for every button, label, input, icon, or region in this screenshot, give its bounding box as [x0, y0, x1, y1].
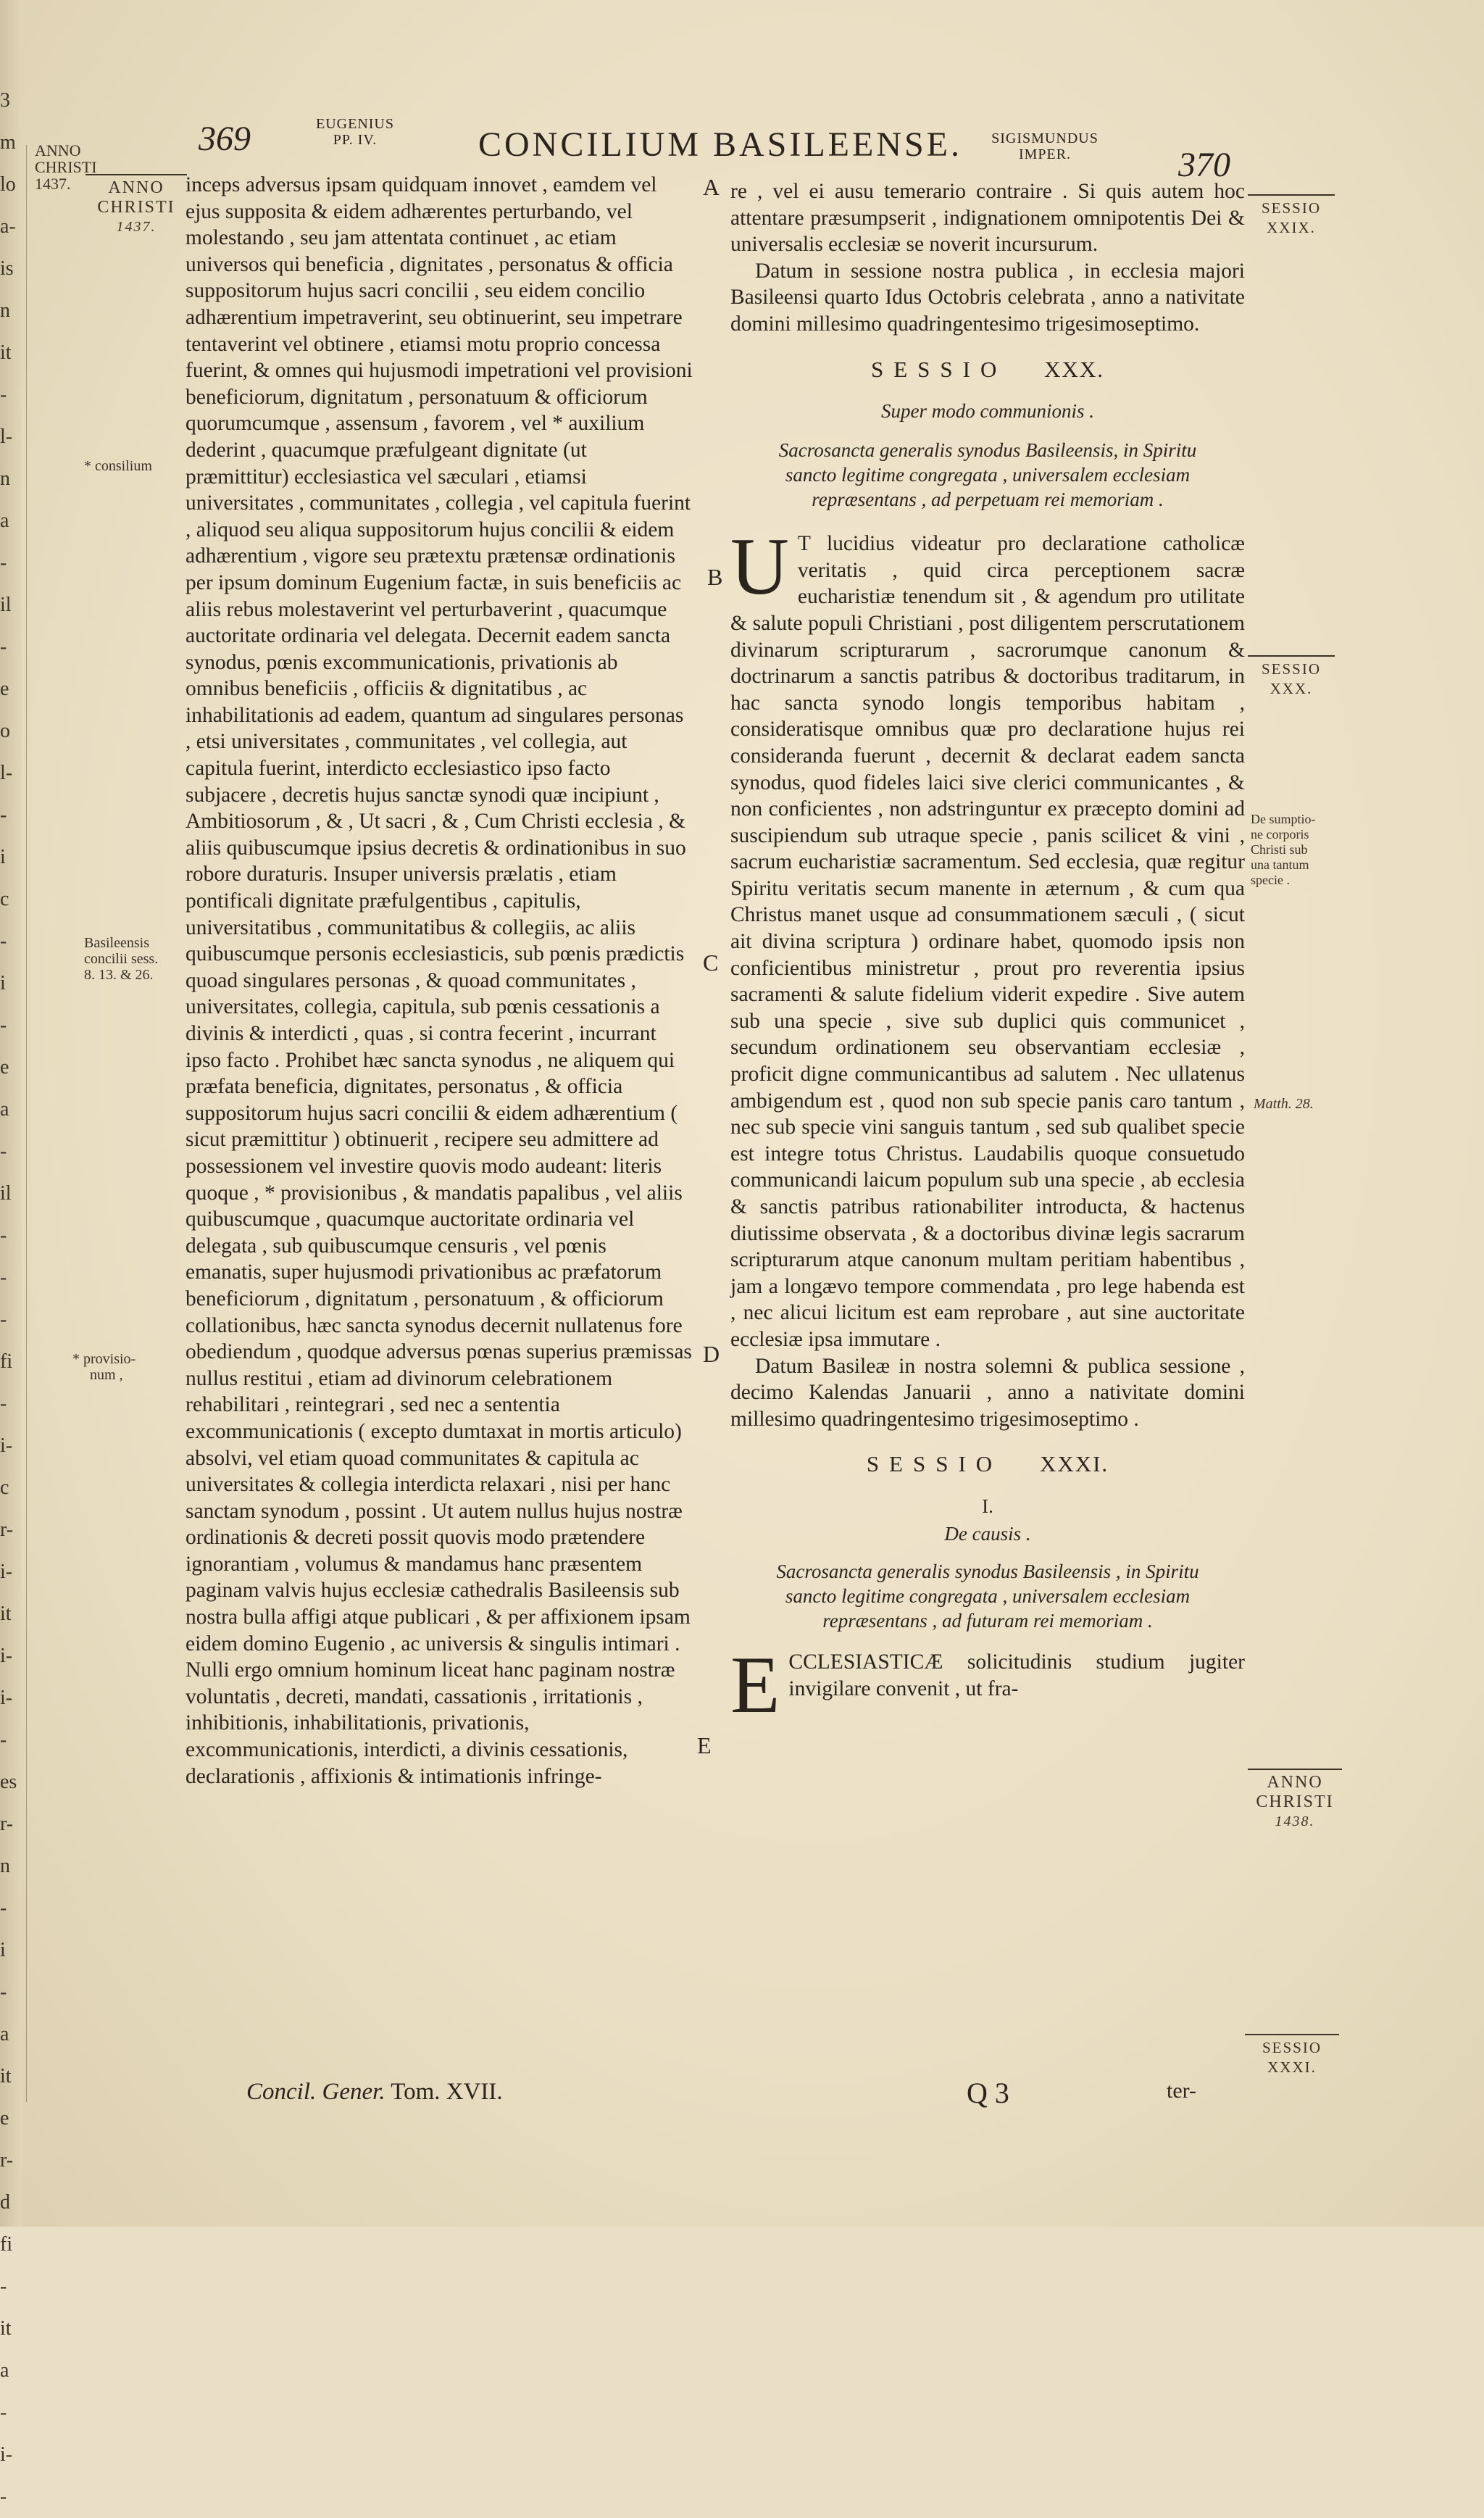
edge-fragment: a- [0, 215, 16, 238]
left-column-text: inceps adversus ipsam quidquam innovet , eamdem vel ejus supposita & eidem adhærentes perturbando, vel molestando , seu jam attentata continuet , ac etiam universos qui beneficia , dignitates , personatus & officia suppositorum hujus sacri concilii , seu eidem concilio adhærentium impetraverint, seu obtinuerint, seu impetrare tentaverint vel obtinere , etiamsi motu proprio concessa fuerint, & omnes qui hujusmodi impetrationi vel provisioni beneficiorum, dignitatum , personatuum & officiorum quorumcumque , assensum , favorem , vel * auxilium dederint , quacumque præfulgeant dignitate (ut præmittitur) ecclesiastica vel sæculari , etiamsi universitates , communitates , collegia , vel capitula fuerint , aliquod seu aliqua suppositorum hujus concilii & eidem adhærentium , vigore seu prætextu prætensæ ordinationis per ipsum dominum Eugenium factæ, in suis beneficiis ac aliis rebus molestaverint vel perturbaverint , quacumque auctoritate ordinaria vel delegata. Decernit eadem sancta synodus, pœnis excommunicationis, privationis ab omnibus beneficiis , officiis & dignitatibus , ac inhabilitationis ad eadem, quantum ad singulares personas , etsi universitates , communitates , vel collegia, aut capitula fuerint, interdicto ecclesiastico ipso facto subjacere , decretis hujus sanctæ synodi quæ incipiunt , Ambitiosorum , & , Ut sacri , & , Cum Christi ecclesia , & aliis quibuscumque ipsius decretis & ordinationibus in suo robore duraturis. Insuper universis prælatis , etiam pontificali dignitate præfulgentibus , capitulis, universitatibus , communitatibus & collegiis, ac aliis quibuscumque personis ecclesiasticis, sub pœnis prædictis quoad singulares personas , & quoad communitates , universitates, collegia, capitula, sub pœnis cessationis a divinis & interdicti , quas , si contra fecerint , incurrant ipso facto . Prohibet hæc sancta synodus , ne aliquem qui præfata beneficia, dignitates, personatus , & officia suppositorum hujus sacri concilii & eidem adhærentium ( sicut præmittitur ) obtinuerit , recipere seu admittere ad possessionem vel investire quovis modo audeant: literis quoque , * provisionibus , & mandatis papalibus , vel aliis quibuscumque , quacumque auctoritate ordinaria vel delegata , sub quibuscumque censuris , vel pœnis emanatis, super hujusmodi privationibus ac præfatorum beneficiorum , dignitatum , personatuum , & officiorum collationibus, hæc sancta synodus decernit nullatenus fore obediendum , quodque adversus pœnas superius præmissas nullus restitui , etiam ad divinorum celebrationem rehabilitari , reintegrari , sed nec a sententia excommunicationis ( excepto dumtaxat in mortis articulo) absolvi, vel etiam quoad communitates & capitula ac universitates & collegia interdicta relaxari , nisi per hanc sanctam synodum , possint . Ut autem nullus hujus nostræ ordinationis & decreti possit quovis modo prætendere ignorantiam , volumus & mandamus hanc præsentem paginam valvis hujus ecclesiæ cathedralis Basileensis sub nostra bulla affigi atque publicari , & per affixionem ipsam eidem domino Eugenio , ac universis & singulis intimari . Nulli ergo omnium hominum liceat hanc paginam nostræ voluntatis , decreti, mandati, cassationis , irritationis , inhibitionis, inhabilitationis, privationis, excommunicationis, interdicti, a divinis cessationis, declarationis , affixionis & intimationis infringe- [186, 173, 693, 1788]
session-30-title: Super modo communionis . [881, 400, 1094, 423]
edge-fragment: i [0, 972, 6, 994]
edge-fragment: i [0, 846, 6, 868]
edge-fragment: - [0, 1266, 7, 1289]
edge-fragment: lo [0, 173, 16, 196]
edge-fragment: it [0, 1603, 12, 1625]
margin-session-31: SESSIO XXXI. [1245, 2034, 1339, 2077]
edge-fragment: - [0, 2275, 7, 2298]
header-pope: EUGENIUS PP. IV. [316, 116, 394, 148]
edge-fragment: d [0, 2191, 10, 2214]
anno-christi-note: ANNO CHRISTI 1437. [86, 174, 187, 237]
edge-fragment: - [0, 552, 7, 574]
edge-fragment: i- [0, 1561, 13, 1583]
edge-fragment: i- [0, 1687, 13, 1709]
header-emperor: SIGISMUNDUS IMPER. [991, 130, 1099, 162]
edge-fragment: fi [0, 1350, 13, 1373]
edge-fragment: c [0, 888, 9, 910]
edge-fragment: fi [0, 2233, 13, 2256]
catchword: ter- [1167, 2079, 1197, 2103]
column-letter-a: A [703, 174, 720, 200]
edge-fragment: i- [0, 1434, 13, 1457]
edge-fragment: o [0, 720, 10, 742]
margin-note-basileensis: Basileensis concilii sess. 8. 13. & 26. [84, 935, 159, 983]
column-letter-b: B [707, 564, 723, 590]
edge-fragment: n [0, 299, 10, 322]
edge-fragment: - [0, 383, 7, 406]
footer-volume: Concil. Gener. Tom. XVII. [246, 2079, 503, 2105]
edge-fragment: - [0, 1897, 7, 1919]
edge-fragment: - [0, 636, 7, 658]
session-31-heading: SESSIO XXXI. [866, 1451, 1109, 1477]
edge-fragment: i [0, 1939, 6, 1961]
edge-fragment: it [0, 2065, 12, 2087]
edge-fragment: a [0, 2023, 9, 2045]
edge-fragment: e [0, 2107, 9, 2130]
edge-fragment: m [0, 131, 16, 154]
edge-fragment: l- [0, 762, 13, 784]
column-letter-e: E [697, 1732, 712, 1758]
margin-note-consilium: * consilium [84, 458, 152, 474]
edge-fragment: c [0, 1476, 9, 1499]
edge-fragment: r- [0, 1518, 14, 1541]
edge-fragment: a [0, 2359, 9, 2382]
edge-fragment: i- [0, 1645, 13, 1667]
column-letter-c: C [703, 950, 719, 976]
edge-fragment: - [0, 1392, 7, 1415]
session-30-intro: Sacrosancta generalis synodus Basileensis, in Spiritu sancto legitime congregata , universalem ecclesiam repræsentans , ad perpetuam rei memoriam . [778, 439, 1197, 511]
edge-anno-fragment: ANNO CHRISTI 1437. [35, 141, 97, 194]
edge-fragment: it [0, 341, 12, 364]
edge-fragment: is [0, 257, 14, 280]
dropcap-e: E [730, 1640, 780, 1730]
margin-session-30: SESSIO XXX. [1248, 655, 1335, 699]
edge-fragment: - [0, 1981, 7, 2003]
signature-mark: Q 3 [967, 2077, 1009, 2109]
edge-fragment: n [0, 468, 10, 490]
edge-fragment: - [0, 1140, 7, 1163]
edge-fragment: n [0, 1855, 10, 1877]
edge-fragment: l- [0, 425, 13, 448]
edge-fragment: - [0, 2401, 7, 2424]
running-title: CONCILIUM BASILEENSE. [478, 125, 962, 164]
edge-fragment: - [0, 930, 7, 952]
right-column [730, 178, 1245, 1730]
right-paragraph-5: E CCLESIASTICÆ solicitudinis studium jugiter invigilare convenit , ut fra- [730, 1640, 1245, 1730]
margin-note-provisionum: * provisio- num , [72, 1351, 136, 1383]
edge-fragment: r- [0, 1813, 14, 1835]
margin-note-matth: Matth. 28. [1254, 1096, 1314, 1112]
edge-fragment: e [0, 678, 9, 700]
edge-fragment: a [0, 510, 9, 532]
edge-fragment: 3 [0, 89, 10, 112]
edge-fragment: r- [0, 2149, 14, 2172]
page-number-right: 370 [1178, 146, 1230, 184]
edge-fragment: - [0, 804, 7, 826]
right-paragraph-1: re , vel ei ausu temerario contraire . Si quis autem hoc attentare præsumpserit , indignationem omnipotentis Dei & universalis ecclesiæ se noverit incursurum. [730, 180, 1245, 257]
right-paragraph-4: Datum Basileæ in nostra solemni & publica sessione , decimo Kalendas Januarii , anno a nativitate domini millesimo quadringentesimo trigesimoseptimo . [730, 1354, 1245, 1431]
edge-fragment: i- [0, 2443, 13, 2466]
left-column [186, 172, 693, 1790]
page-number-left: 369 [199, 120, 251, 158]
session-31-title: De causis . [944, 1522, 1031, 1545]
right-paragraph-3: U T lucidius videatur pro declaratione catholicæ veritatis , quid circa perceptionem sacræ eucharistiæ tenendum sit , & agendum pro utilitate & salute populi Christiani , post diligentem perscrutationem divinarum scripturarum , sacrorumque canonum & doctrinarum a sanctis patribus & doctoribus traditarum, in hac sancta synodo longis temporibus habitam , consideratisque omnibus quæ pro declaratione hujus rei consideranda fuerunt , decernit & declarat eadem sancta synodus, quod fideles laici sive clerici communicantes , & non conficientes , non adstringuntur ex præcepto domini ad suscipiendum sub utraque specie , panis scilicet & vini , sacrum eucharistiæ sacramentum. Sed ecclesia, quæ regitur Spiritu veritatis secum manente in æternum , & cum qua Christus manet usque ad consummationem sæculi , ( sicut ait divina scriptura ) ordinare habet, quomodo ipsis non conficientibus ministretur , prout pro reverentia ipsius sacramenti & salute fidelium viderit expedire . Sive autem sub una specie , sive sub duplici quis communicet , secundum ordinationem seu observantiam ecclesiæ , proficit digne communicantibus ad salutem . Nec ullatenus ambigendum est , quod non sub specie panis caro tantum , nec sub specie vini sanguis tantum , sed sub qualibet specie est integre totus Christus. Laudabilis quoque consuetudo communicandi laicum populum sub una specie , ab ecclesia & sanctis patribus rationabiliter introducta, & hactenus diutissime observata , & a doctoribus divinæ legis sacrarum scripturarum atque canonum multam peritiam habentibus , jam a longævo tempore commendata , pro lege habenda est , nec alicui licitum est eam reprobare , aut sine auctoritate ecclesiæ ipsa immutare . [730, 522, 1245, 1351]
edge-fragment: - [0, 1014, 7, 1036]
edge-fragment: - [0, 1308, 7, 1331]
edge-fragment: es [0, 1771, 17, 1793]
session-31-roman: I. [982, 1495, 993, 1517]
edge-fragment: - [0, 2485, 7, 2508]
edge-fragment: il [0, 1182, 12, 1205]
dropcap-u: U [730, 522, 789, 612]
margin-note-desumptione: De sumptio- ne corporis Christi sub una tantum specie . [1251, 812, 1316, 887]
right-paragraph-2: Datum in sessione nostra publica , in ecclesia majori Basileensi quarto Idus Octobris celebrata , anno a nativitate domini millesimo quadringentesimo trigesimoseptimo. [730, 259, 1245, 336]
edge-fragment: - [0, 1224, 7, 1247]
column-letter-d: D [703, 1341, 720, 1367]
edge-fragment: il [0, 594, 12, 616]
edge-fragment: e [0, 1056, 9, 1079]
previous-page-edge [0, 80, 22, 2518]
margin-session-29: SESSIO XXIX. [1248, 194, 1335, 238]
edge-fragment: a [0, 1098, 9, 1121]
session-30-heading: SESSIO XXX. [870, 356, 1105, 382]
session-31-intro: Sacrosancta generalis synodus Basileensis , in Spiritu sancto legitime congregata , universalem ecclesiam repræsentans , ad futuram rei memoriam . [776, 1560, 1199, 1632]
margin-anno-christi-1438: ANNO CHRISTI 1438. [1248, 1769, 1342, 1832]
edge-fragment: it [0, 2317, 12, 2340]
edge-rule [26, 145, 63, 2102]
edge-fragment: - [0, 1729, 7, 1751]
